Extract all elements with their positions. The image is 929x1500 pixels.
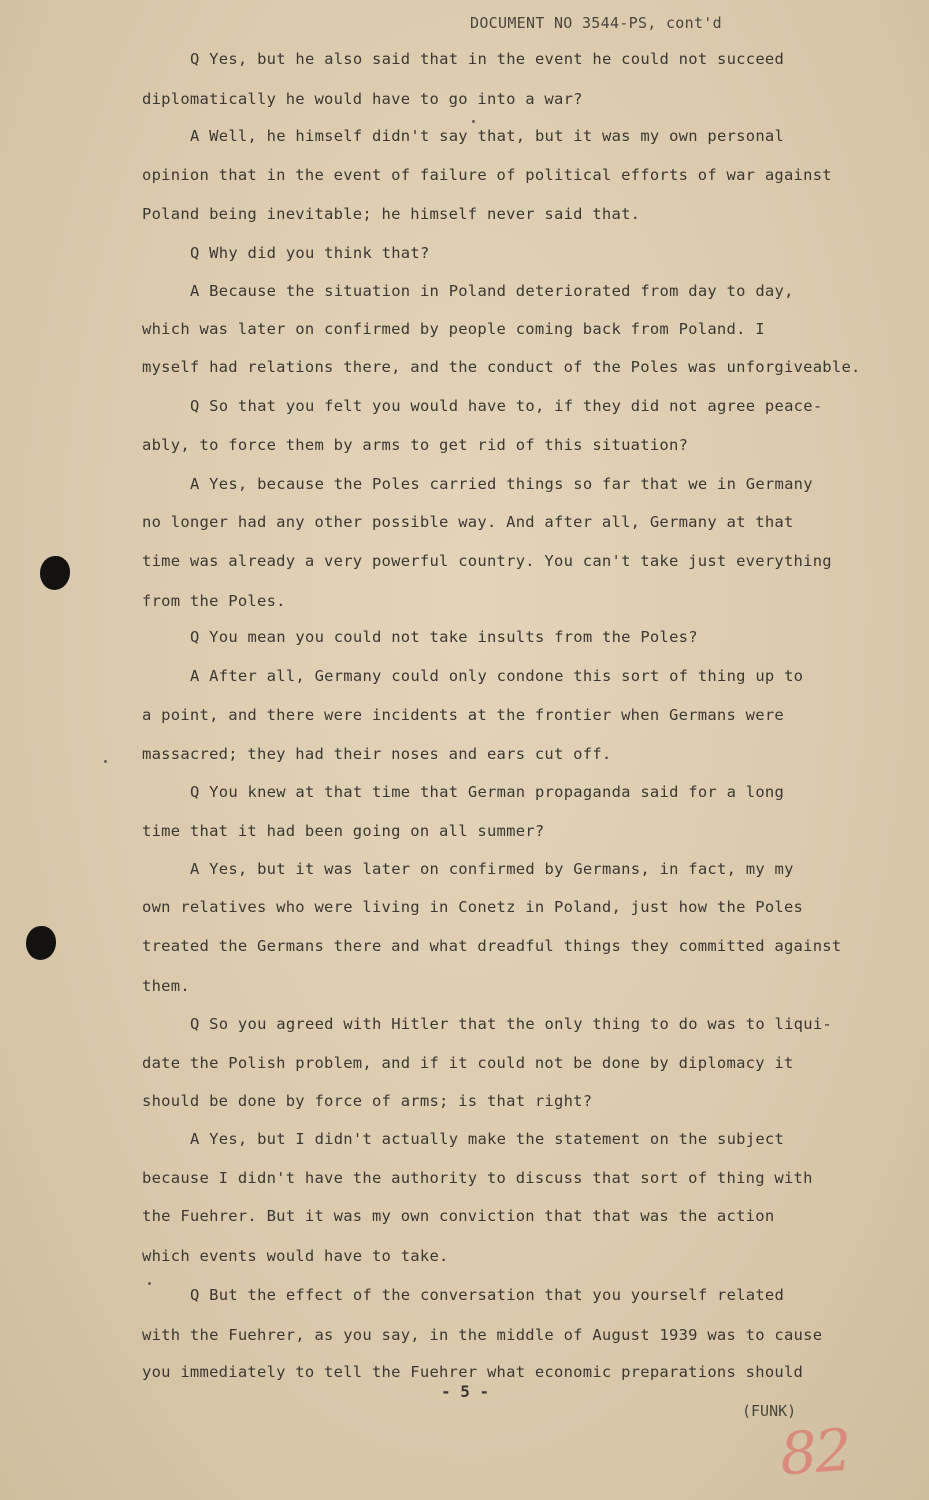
- transcript-line: Q But the effect of the conversation that you yourself related: [190, 1286, 785, 1304]
- transcript-line: massacred; they had their noses and ears cut off.: [142, 745, 612, 763]
- transcript-line: A Yes, because the Poles carried things so far that we in Germany: [190, 475, 813, 493]
- transcript-line: A Because the situation in Poland deteriorated from day to day,: [190, 282, 794, 300]
- transcript-line: the Fuehrer. But it was my own conviction that that was the action: [142, 1207, 775, 1225]
- transcript-line: should be done by force of arms; is that right?: [142, 1092, 593, 1110]
- paper-speck: [104, 760, 107, 763]
- transcript-line: Q So you agreed with Hitler that the only thing to do was to liqui-: [190, 1015, 832, 1033]
- transcript-line: A Yes, but it was later on confirmed by Germans, in fact, my my: [190, 860, 794, 878]
- witness-name: (FUNK): [742, 1402, 797, 1420]
- transcript-line: from the Poles.: [142, 592, 286, 610]
- transcript-line: opinion that in the event of failure of political efforts of war against: [142, 166, 832, 184]
- transcript-line: A Well, he himself didn't say that, but it was my own personal: [190, 127, 785, 145]
- transcript-line: myself had relations there, and the conduct of the Poles was unforgiveable.: [142, 358, 861, 376]
- paper-speck: [148, 1282, 151, 1285]
- handwritten-page-stamp: 82: [777, 1415, 853, 1489]
- transcript-line: which was later on confirmed by people coming back from Poland. I: [142, 320, 765, 338]
- paper-speck: [472, 120, 475, 123]
- transcript-line: A After all, Germany could only condone this sort of thing up to: [190, 667, 804, 685]
- punch-hole-icon: [40, 556, 70, 590]
- transcript-line: Q Why did you think that?: [190, 244, 430, 262]
- transcript-line: which events would have to take.: [142, 1247, 449, 1265]
- transcript-line: Q You mean you could not take insults from the Poles?: [190, 628, 698, 646]
- transcript-line: time that it had been going on all summer?: [142, 822, 545, 840]
- transcript-line: them.: [142, 977, 190, 995]
- transcript-line: A Yes, but I didn't actually make the statement on the subject: [190, 1130, 785, 1148]
- transcript-line: ably, to force them by arms to get rid of this situation?: [142, 436, 689, 454]
- page-number: - 5 -: [441, 1382, 490, 1401]
- transcript-line: diplomatically he would have to go into a war?: [142, 90, 583, 108]
- transcript-line: treated the Germans there and what dreadful things they committed against: [142, 937, 842, 955]
- document-header: DOCUMENT NO 3544-PS, cont'd: [470, 14, 722, 32]
- transcript-line: time was already a very powerful country. You can't take just everything: [142, 552, 832, 570]
- punch-hole-icon: [26, 926, 56, 960]
- transcript-line: with the Fuehrer, as you say, in the middle of August 1939 was to cause: [142, 1326, 823, 1344]
- transcript-line: no longer had any other possible way. And after all, Germany at that: [142, 513, 794, 531]
- transcript-line: a point, and there were incidents at the frontier when Germans were: [142, 706, 784, 724]
- transcript-line: Q So that you felt you would have to, if they did not agree peace-: [190, 397, 823, 415]
- transcript-line: Poland being inevitable; he himself never said that.: [142, 205, 641, 223]
- transcript-line: own relatives who were living in Conetz in Poland, just how the Poles: [142, 898, 804, 916]
- transcript-line: you immediately to tell the Fuehrer what economic preparations should: [142, 1363, 804, 1381]
- transcript-line: Q You knew at that time that German propaganda said for a long: [190, 783, 785, 801]
- transcript-line: because I didn't have the authority to discuss that sort of thing with: [142, 1169, 813, 1187]
- transcript-line: date the Polish problem, and if it could not be done by diplomacy it: [142, 1054, 794, 1072]
- transcript-line: Q Yes, but he also said that in the event he could not succeed: [190, 50, 785, 68]
